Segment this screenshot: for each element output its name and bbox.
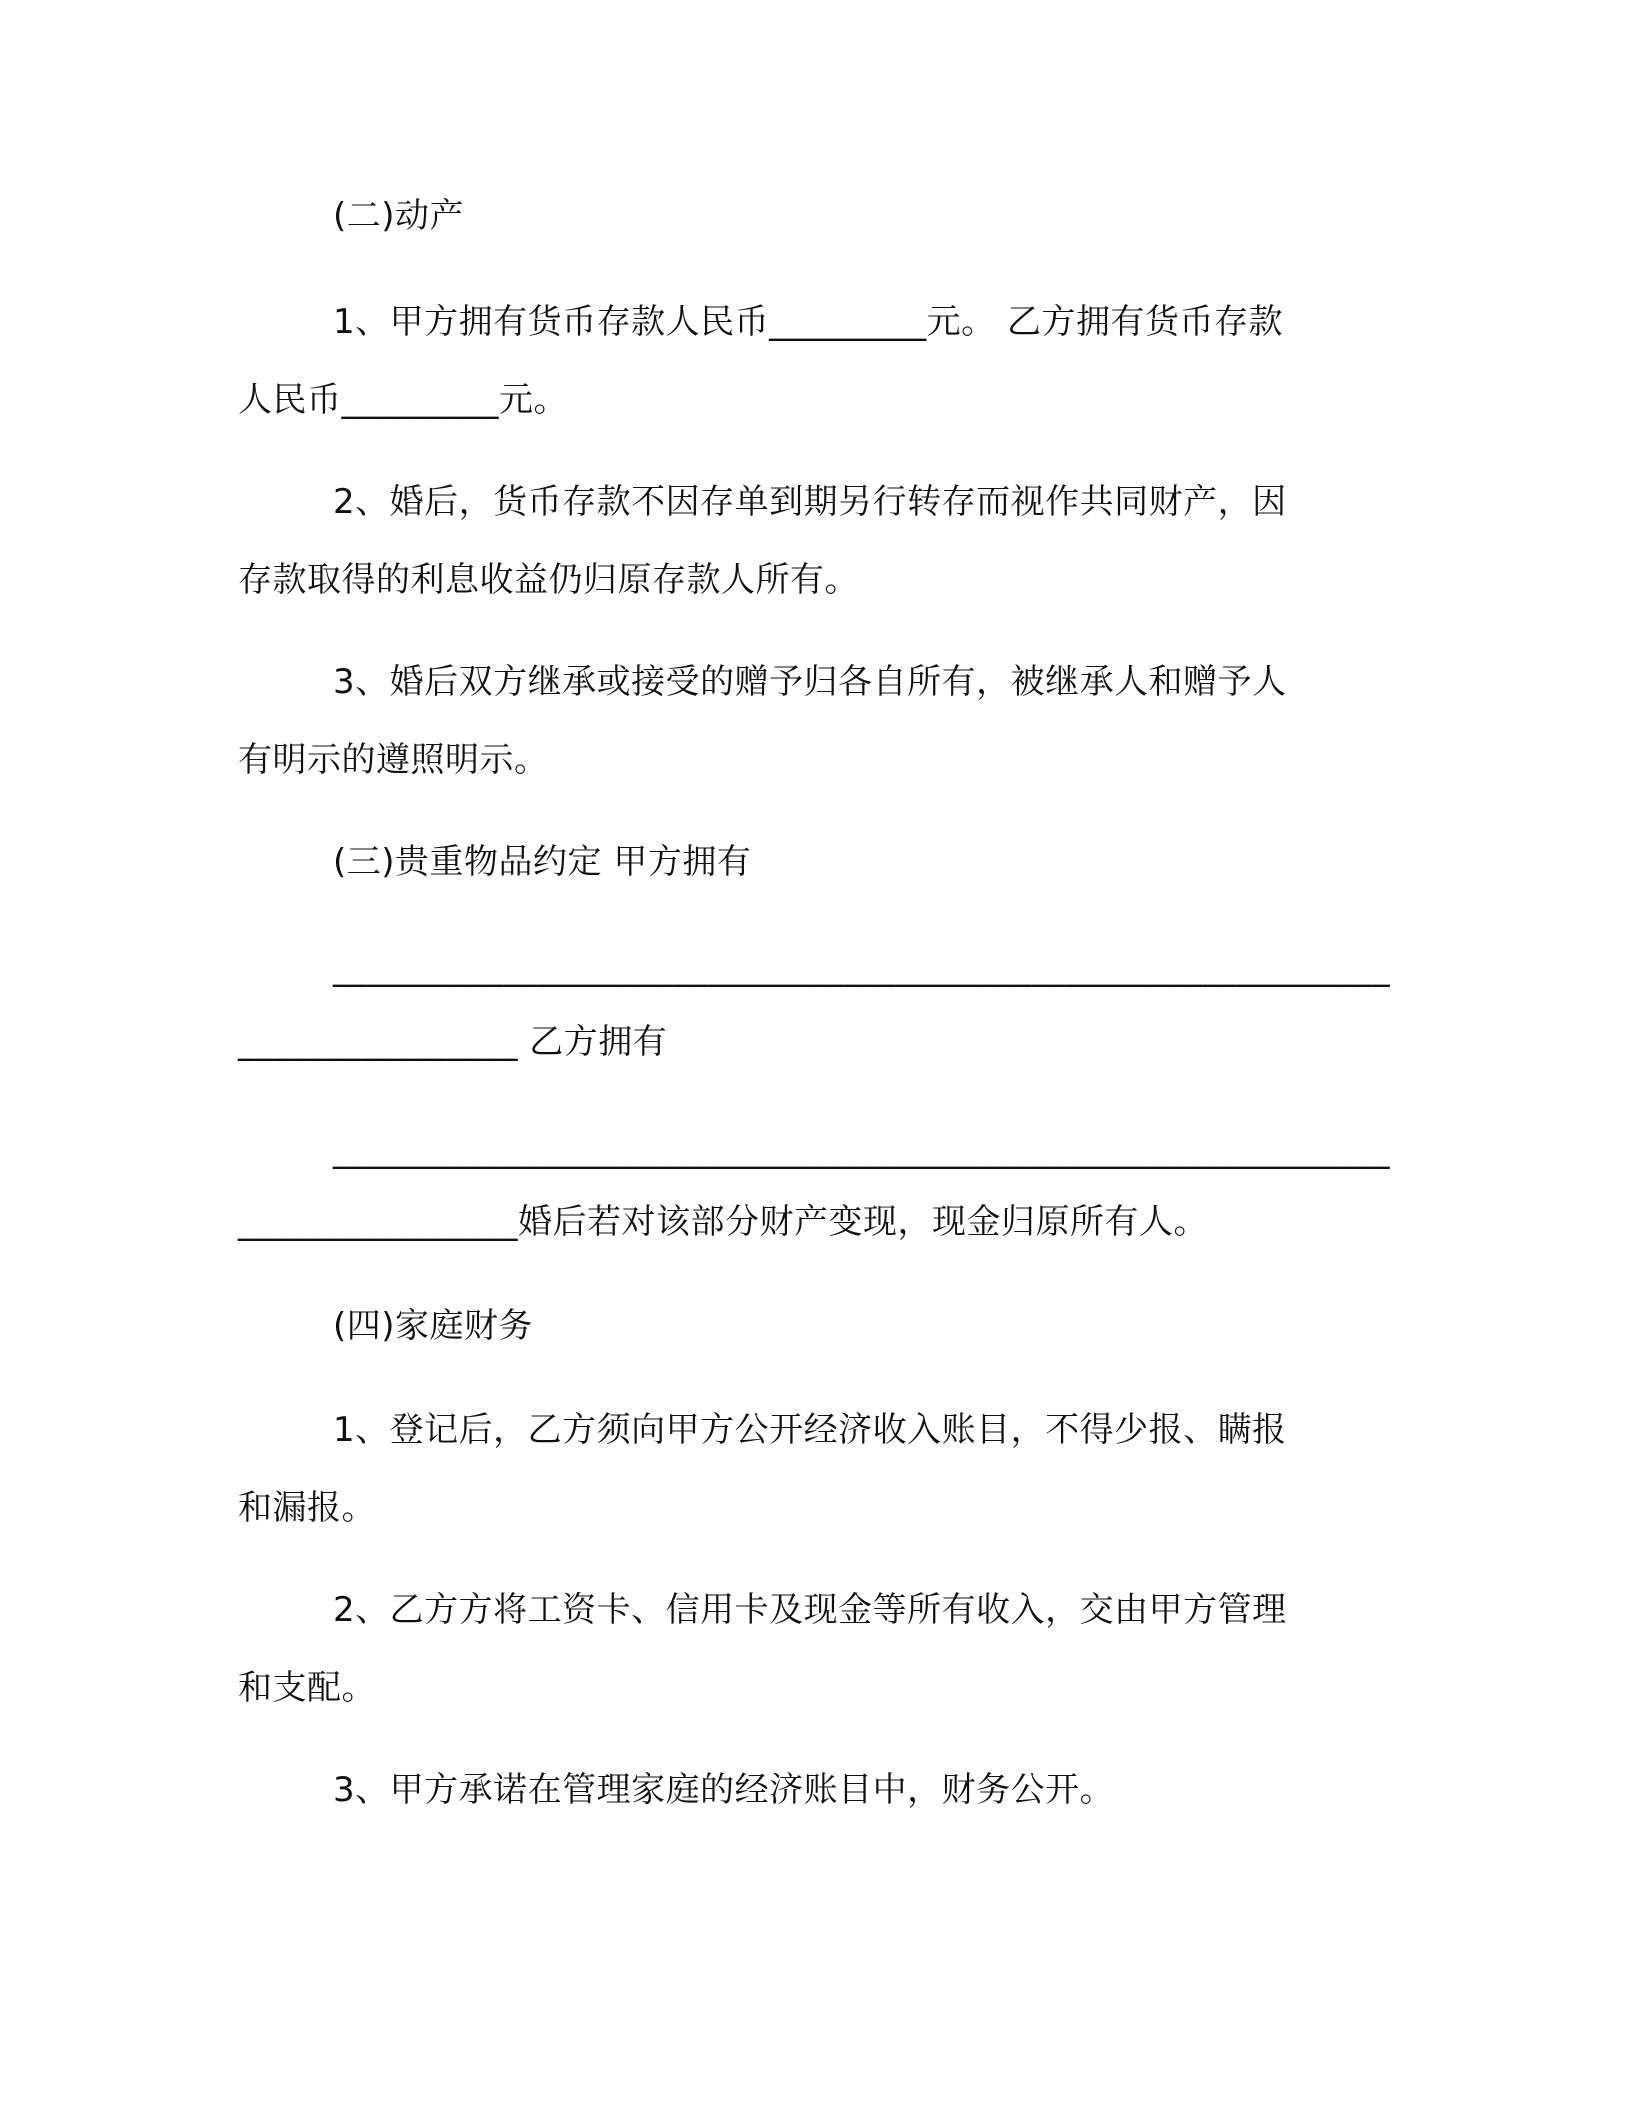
- paragraph-line: 3、婚后双方继承或接受的赠予归各自所有，被继承人和赠予人: [333, 662, 1287, 702]
- paragraph-line: ________________ 乙方拥有: [238, 1022, 668, 1062]
- paragraph-line: 有明示的遵照明示。: [238, 740, 549, 780]
- paragraph-line: ________________婚后若对该部分财产变现，现金归原所有人。: [238, 1202, 1208, 1242]
- paragraph-line: 3、甲方承诺在管理家庭的经济账目中，财务公开。: [333, 1770, 1115, 1810]
- section-heading-valuables: (三)贵重物品约定 甲方拥有: [333, 842, 752, 882]
- paragraph-line: 1、甲方拥有货币存款人民币_________元。 乙方拥有货币存款: [333, 302, 1283, 342]
- blank-fill-line: ______________________________________________________________: [333, 1130, 1390, 1170]
- paragraph-line: 2、乙方方将工资卡、信用卡及现金等所有收入，交由甲方管理: [333, 1590, 1287, 1630]
- section-heading-movable-property: (二)动产: [333, 196, 465, 236]
- paragraph-line: 和漏报。: [238, 1488, 376, 1528]
- section-heading-family-finance: (四)家庭财务: [333, 1306, 534, 1346]
- paragraph-line: 存款取得的利息收益仍归原存款人所有。: [238, 560, 859, 600]
- paragraph-line: 1、登记后，乙方须向甲方公开经济收入账目，不得少报、瞒报: [333, 1410, 1287, 1450]
- paragraph-line: 人民币_________元。: [238, 380, 568, 420]
- blank-fill-line: ______________________________________________________________: [333, 948, 1390, 988]
- paragraph-line: 2、婚后，货币存款不因存单到期另行转存而视作共同财产，因: [333, 482, 1287, 522]
- paragraph-line: 和支配。: [238, 1668, 376, 1708]
